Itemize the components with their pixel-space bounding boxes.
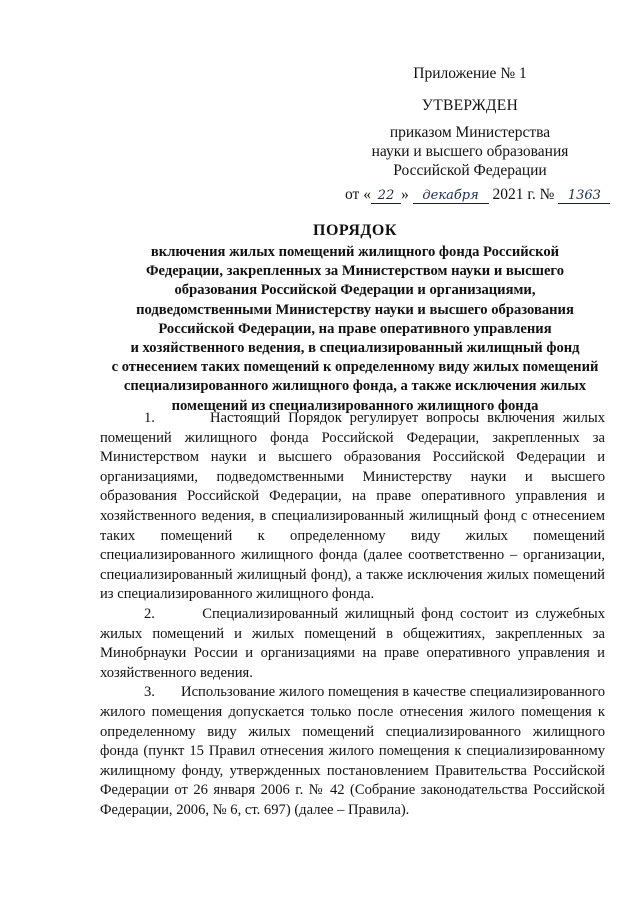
- order-line: приказом Министерства: [389, 124, 551, 141]
- handwritten-month: декабря: [413, 189, 489, 204]
- title-line: образования Российской Федерации и организациями,: [174, 282, 536, 299]
- paragraph: 2. Специализированный жилищный фонд состоит из служебных жилых помещений и жилых помещений в общежитиях, закрепленных за Минобрнауки России и организациями на праве оперативного управления и хозяйственного ведения.: [100, 605, 605, 681]
- date-mid: »: [400, 186, 413, 203]
- document-body: [100, 409, 605, 820]
- order-line: науки и высшего образования: [371, 143, 569, 160]
- order-date-line: [345, 186, 610, 204]
- appendix-label: Приложение № 1: [413, 65, 527, 82]
- title-line: подведомственными Министерству науки и высшего образования: [136, 301, 574, 318]
- title-line: с отнесением таких помещений к определенному виду жилых помещений: [111, 359, 599, 376]
- title-line: специализированного жилищного фонда, а также исключения жилых: [123, 378, 587, 395]
- order-line: Российской Федерации: [393, 162, 547, 179]
- title-line: помещений из специализированного жилищного фонда: [171, 397, 539, 414]
- title-line: Федерации, закрепленных за Министерством науки и высшего: [146, 263, 564, 280]
- paragraph: 3. Использование жилого помещения в качестве специализированного жилого помещения допускается только после отнесения жилого помещения к определенному виду жилых помещений специализированного жилищного фонда (пункт 15 Правил отнесения жилого помещения к специализированному жилищному фонду, утвержденных постановлением Правительства Российской Федерации от 26 января 2006 г. № 42 (Собрание законодательства Российской Федерации, 2006, № 6, ст. 697) (далее – Правила).: [100, 684, 605, 818]
- document-title-block: [100, 221, 610, 416]
- date-prefix: от «: [345, 186, 371, 203]
- order-reference: [300, 124, 640, 181]
- approved-label: УТВЕРЖДЕН: [421, 97, 519, 114]
- handwritten-order-number: 1363: [558, 189, 610, 204]
- title-line: включения жилых помещений жилищного фонда Российской: [150, 244, 560, 260]
- document-title: ПОРЯДОК: [313, 222, 397, 239]
- paragraph: 1. Настоящий Порядок регулирует вопросы включения жилых помещений жилищного фонда Российской Федерации, закрепленных за Министерством науки и высшего образования Российской Федерации и организациями, подведомственными Министерству науки и высшего образования Российской Федерации, на праве оперативного управления и хозяйственного ведения, в специализированный жилищный фонд с отнесением таких помещений к определенному виду жилых помещений специализированного жилищного фонда (далее соответственно – организации, специализированный жилищный фонд), а также исключения жилых помещений из специализированного жилищного фонда.: [100, 410, 605, 603]
- title-line: и хозяйственного ведения, в специализированный жилищный фонд: [130, 340, 580, 357]
- handwritten-day: 22: [371, 189, 401, 204]
- date-year: 2021 г. №: [488, 186, 559, 203]
- title-line: Российской Федерации, на праве оперативного управления: [158, 320, 552, 337]
